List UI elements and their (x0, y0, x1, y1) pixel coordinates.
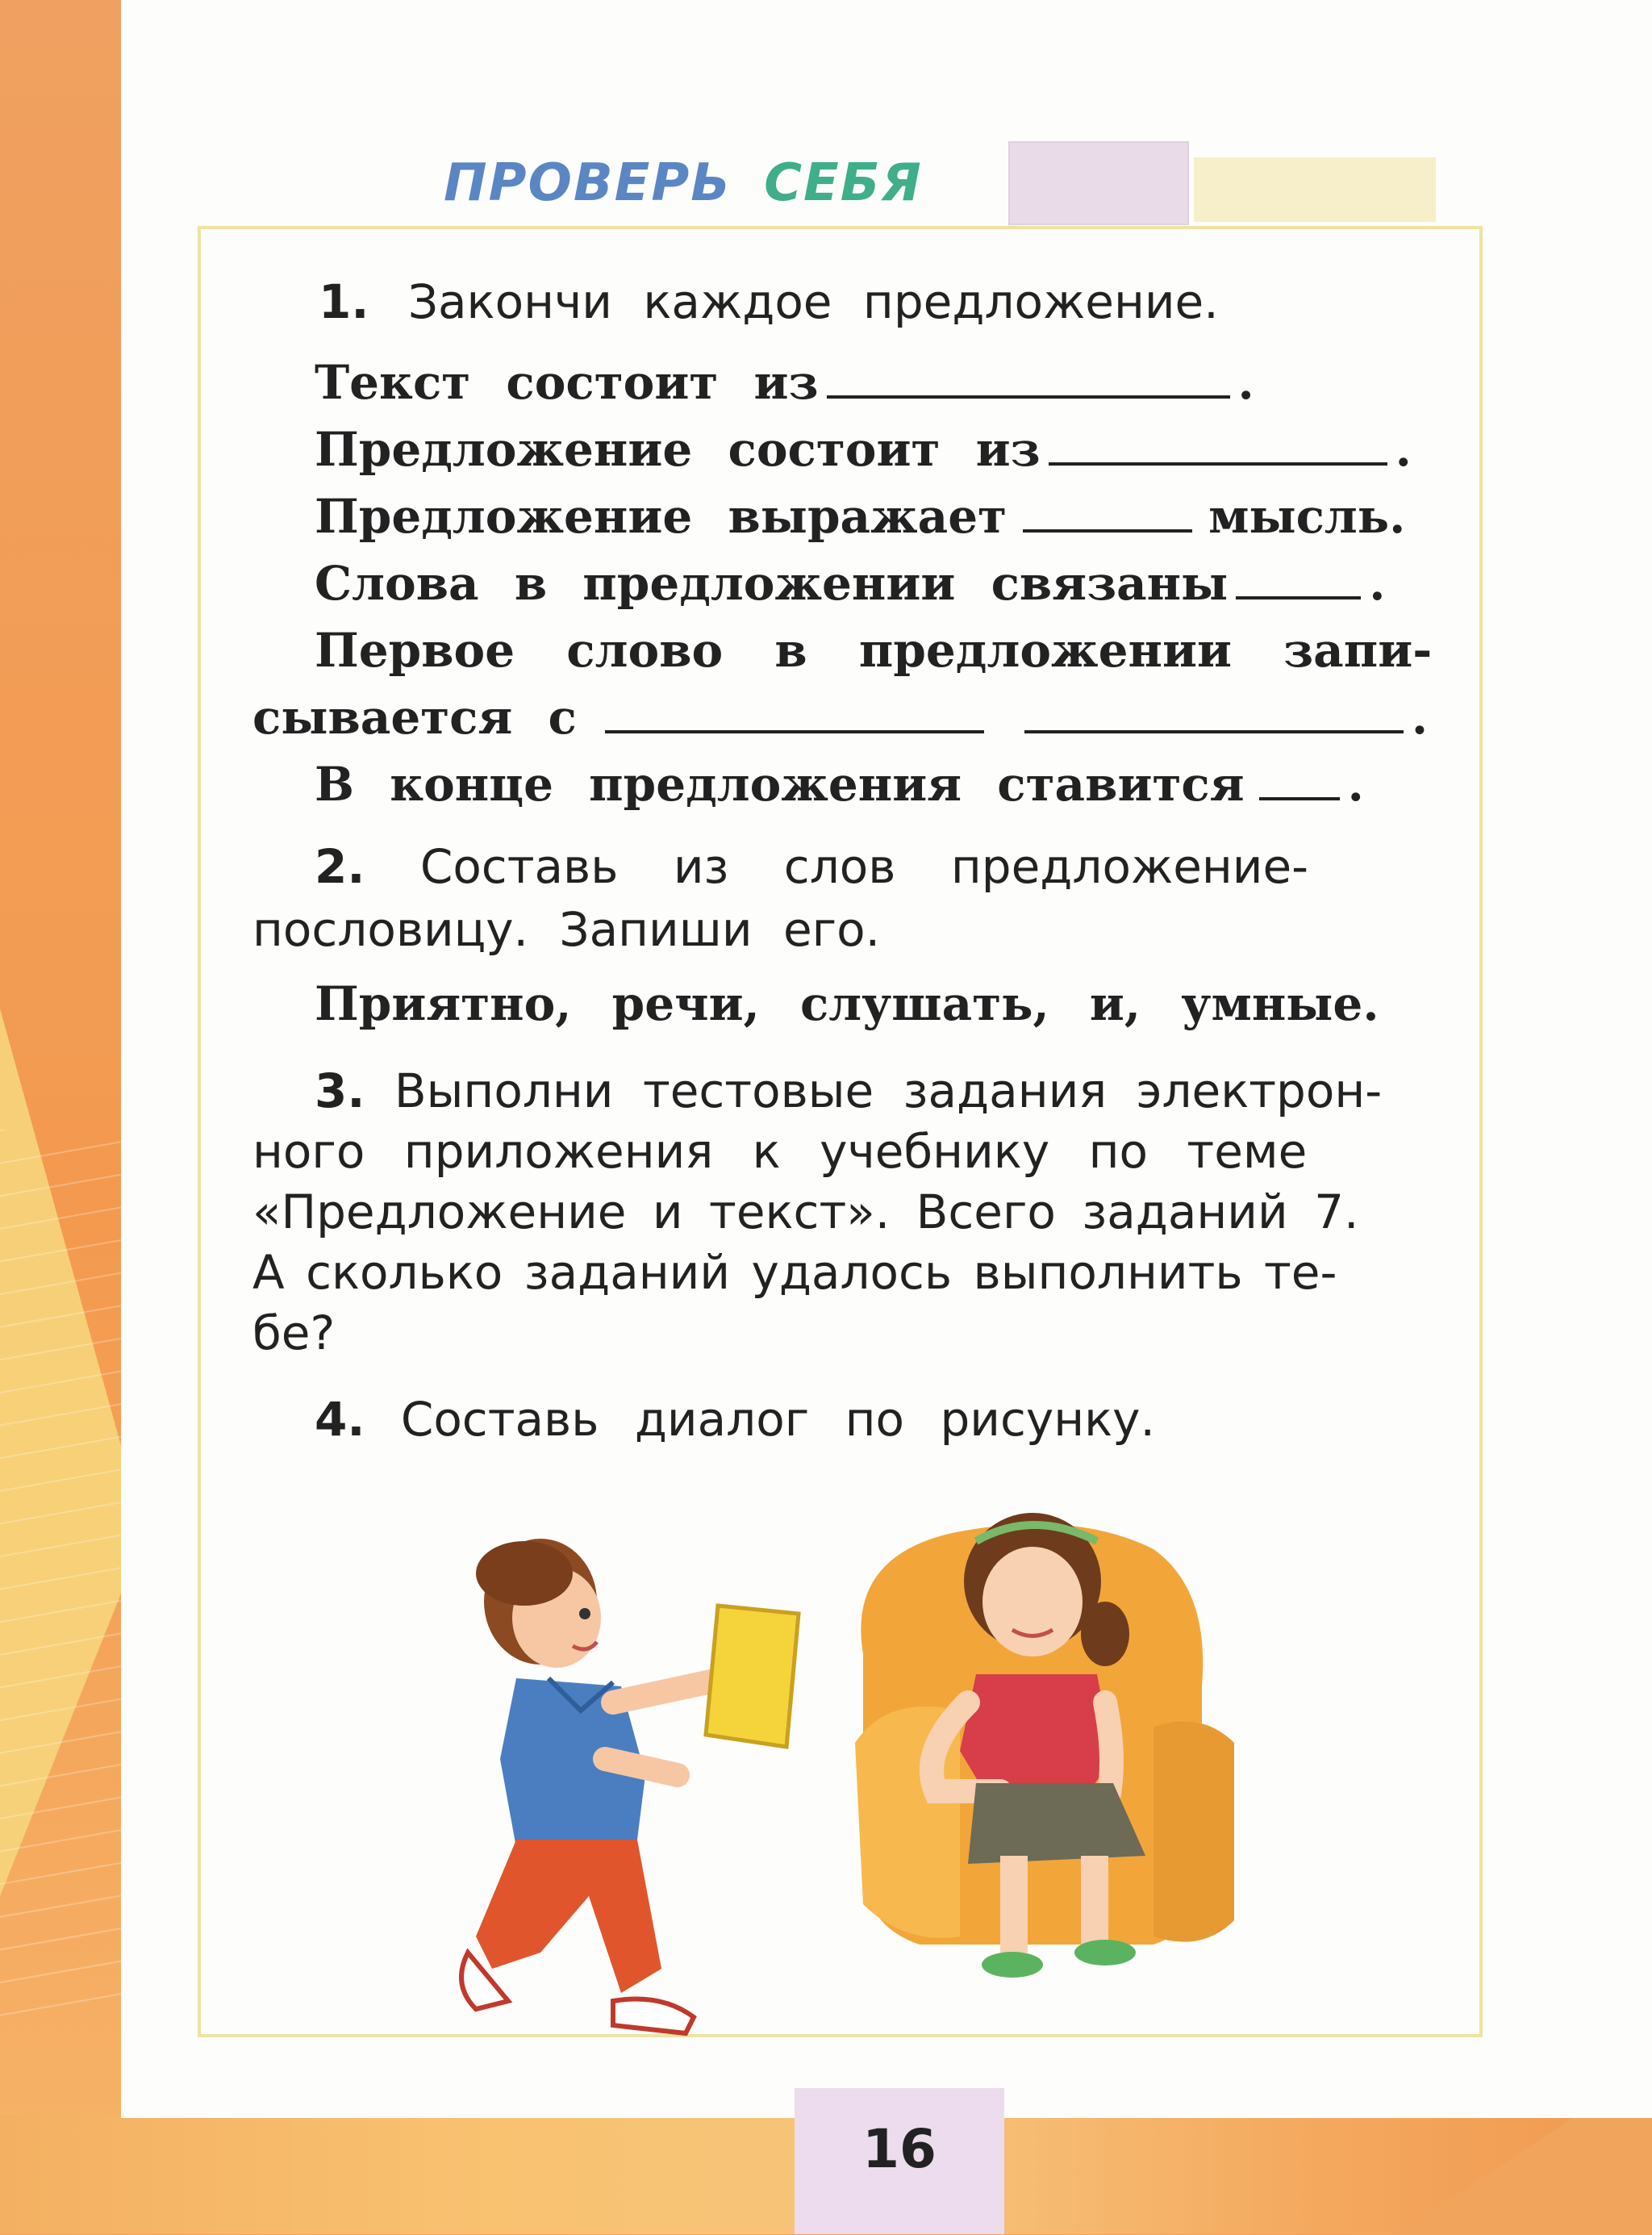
task1-line-4 (315, 556, 1385, 611)
task2-words-line (315, 976, 1379, 1031)
section-title-part2: СЕБЯ (764, 153, 923, 213)
answer-blank-2[interactable] (1049, 462, 1387, 466)
task1-line5-text: Первое слово в предложении запи- (315, 623, 1433, 678)
section-title (444, 153, 923, 213)
task1-line4-text: Слова в предложении связаны (315, 556, 1229, 611)
task4-instruction: Составь диалог по рисунку. (400, 1392, 1155, 1447)
task3-text-3: «Предложение и текст». Всего заданий 7. (252, 1184, 1359, 1239)
task1-line7-end: . (1347, 757, 1364, 812)
task3-line-5 (252, 1305, 335, 1360)
task1-line-5 (315, 623, 1432, 678)
task3-line-4 (252, 1245, 1337, 1300)
task1-number: 1. (319, 274, 369, 329)
answer-blank-5[interactable] (605, 730, 984, 733)
task4-number: 4. (315, 1392, 365, 1447)
task4-line (315, 1392, 1155, 1447)
task3-number: 3. (315, 1063, 365, 1118)
task1-instruction-line (319, 274, 1219, 329)
task1-line-2 (315, 422, 1412, 477)
task3-text-2: ного приложения к учебнику по теме (252, 1124, 1308, 1179)
task1-line6-text: сывается с (252, 690, 577, 745)
tab-marker-pink (1008, 141, 1189, 225)
task3-text-5: бе? (252, 1305, 336, 1360)
task3-line-3 (252, 1184, 1358, 1239)
boy-with-book-icon (419, 1517, 839, 2066)
task1-line2-end: . (1395, 422, 1412, 477)
task1-line3-end: мысль. (1208, 489, 1406, 544)
page-number: 16 (862, 2118, 937, 2180)
task1-line2-text: Предложение состоит из (315, 422, 1041, 477)
task2-line-2 (252, 902, 880, 957)
background-lines (0, 1130, 121, 2017)
task2-number: 2. (315, 839, 365, 894)
task2-line-1 (315, 839, 1308, 894)
task3-text-4: А сколько заданий удалось выполнить те- (252, 1245, 1337, 1300)
girl-in-armchair-icon (847, 1493, 1250, 1993)
tab-marker-yellow (1194, 157, 1436, 222)
task1-instruction: Закончи каждое предложение. (407, 274, 1219, 329)
answer-blank-4[interactable] (1236, 596, 1361, 599)
answer-blank-3[interactable] (1023, 529, 1192, 533)
task3-line-1 (315, 1063, 1382, 1118)
page-tabs (1008, 141, 1436, 222)
task3-text-1: Выполни тестовые задания электрон- (394, 1063, 1383, 1118)
task1-line-7 (315, 757, 1364, 812)
task1-line6-end: . (1411, 690, 1429, 745)
task1-line-1 (315, 355, 1254, 410)
task1-line-3 (315, 489, 1405, 544)
task1-line3-text: Предложение выражает (315, 489, 1007, 544)
answer-blank-1[interactable] (827, 395, 1230, 399)
task1-line-6 (252, 690, 1428, 745)
task3-line-2 (252, 1124, 1307, 1179)
task1-line7-text: В конце предложения ставится (315, 757, 1245, 812)
task2-instruction-2: пословицу. Запиши его. (252, 902, 881, 957)
task1-line4-end: . (1369, 556, 1386, 611)
answer-blank-6[interactable] (1024, 730, 1404, 733)
section-title-part1: ПРОВЕРЬ (444, 153, 732, 213)
task2-instruction-1: Составь из слов предложение- (419, 839, 1309, 894)
answer-blank-7[interactable] (1259, 797, 1340, 800)
task1-line1-end: . (1237, 355, 1254, 410)
task2-words: Приятно, речи, слушать, и, умные. (315, 976, 1379, 1031)
task1-line1-text: Текст состоит из (315, 355, 819, 410)
